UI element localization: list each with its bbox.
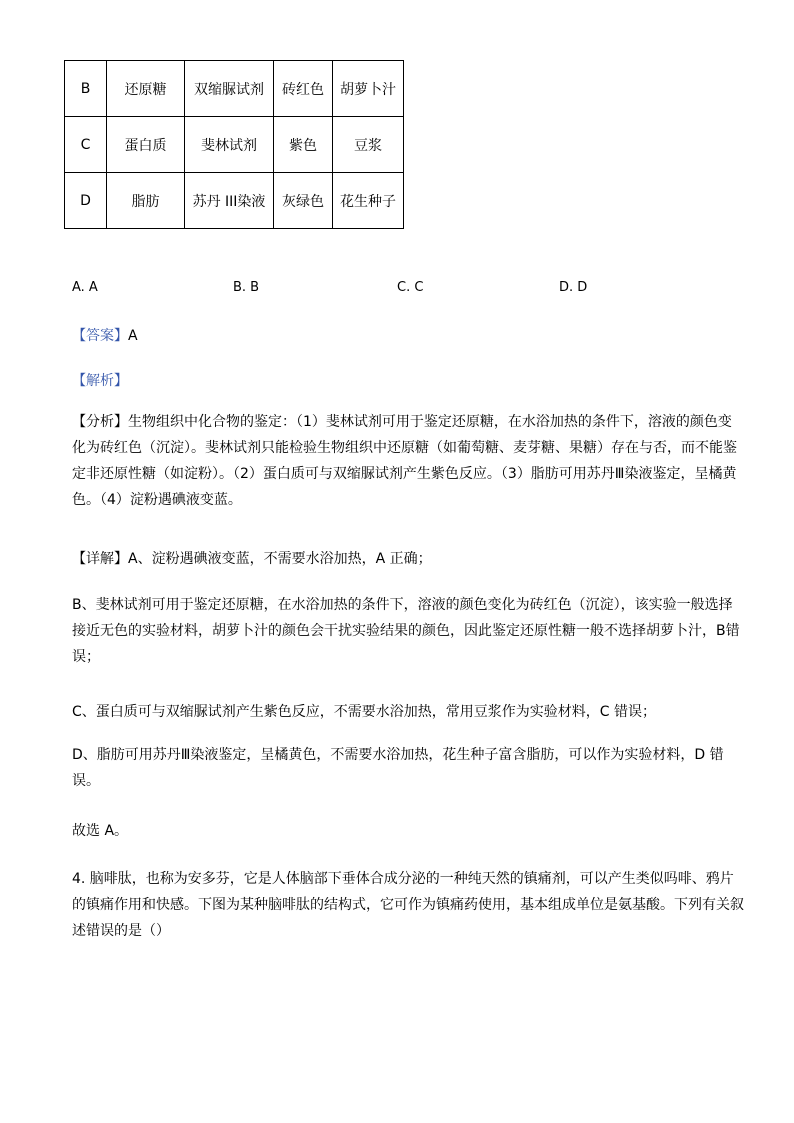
conclusion: 故选 A。 (72, 823, 129, 839)
choice-c: C. C (397, 280, 424, 295)
table-cell: 还原糖 (107, 61, 185, 117)
table-row (65, 61, 404, 117)
answer-choices (72, 280, 772, 298)
question-4: 4. 脑啡肽，也称为安多芬，它是人体脑部下垂体合成分泌的一种纯天然的镇痛剂，可以产生类似吗啡、鸦片的镇痛作用和快感。下图为某种脑啡肽的结构式，它可作为镇痛药使用，基本组成单位是氨基酸。下列有关叙述错误的是（） (72, 871, 744, 939)
detail-a-paragraph (72, 546, 744, 572)
table-cell: 斐林试剂 (185, 117, 274, 173)
table-cell: 苏丹 III染液 (185, 173, 274, 229)
table-cell: 双缩脲试剂 (185, 61, 274, 117)
table-cell: 花生种子 (333, 173, 404, 229)
table-cell: 脂肪 (107, 173, 185, 229)
analysis-label: 【分析】 (72, 414, 128, 430)
detail-d-paragraph: D、脂肪可用苏丹Ⅲ染液鉴定，呈橘黄色，不需要水浴加热，花生种子富含脂肪，可以作为实验材料，D 错误。 (72, 747, 724, 789)
choice-d: D. D (559, 280, 588, 295)
table-cell: C (65, 117, 107, 173)
detail-c-paragraph: C、蛋白质可与双缩脲试剂产生紫色反应，不需要水浴加热，常用豆浆作为实验材料，C 错误； (72, 704, 656, 720)
table-cell: 胡萝卜汁 (333, 61, 404, 117)
table-cell: 蛋白质 (107, 117, 185, 173)
table-cell: B (65, 61, 107, 117)
analysis-heading (72, 370, 762, 390)
table-row (65, 117, 404, 173)
table-cell: 豆浆 (333, 117, 404, 173)
table-row (65, 173, 404, 229)
detail-b-paragraph: B、斐林试剂可用于鉴定还原糖，在水浴加热的条件下，溶液的颜色变化为砖红色（沉淀），该实验一般选择接近无色的实验材料，胡萝卜汁的颜色会干扰实验结果的颜色，因此鉴定还原性糖一般不选择胡萝卜汁，B错误； (72, 597, 740, 665)
answer-tag: 【答案】 (72, 328, 128, 344)
analysis-paragraph (72, 409, 744, 513)
analysis-tag: 【解析】 (72, 373, 128, 389)
detail-label: 【详解】 (72, 551, 128, 567)
options-table (64, 60, 404, 229)
analysis-text: 生物组织中化合物的鉴定：（1）斐林试剂可用于鉴定还原糖，在水浴加热的条件下，溶液的颜色变化为砖红色（沉淀）。斐林试剂只能检验生物组织中还原糖（如葡萄糖、麦芽糖、果糖）存在与否，而不能鉴定非还原性糖（如淀粉）。（2）蛋白质可与双缩脲试剂产生紫色反应。（3）脂肪可用苏丹Ⅲ染液鉴定，呈橘黄色。（4）淀粉遇碘液变蓝。 (72, 414, 737, 508)
choice-b: B. B (233, 280, 260, 295)
table-cell: D (65, 173, 107, 229)
table-cell: 紫色 (274, 117, 333, 173)
detail-a-text: A、淀粉遇碘液变蓝，不需要水浴加热，A 正确； (128, 551, 432, 567)
table-cell: 砖红色 (274, 61, 333, 117)
answer-line (72, 325, 762, 345)
answer-value: A (128, 328, 138, 344)
choice-a: A. A (72, 280, 98, 295)
table-cell: 灰绿色 (274, 173, 333, 229)
